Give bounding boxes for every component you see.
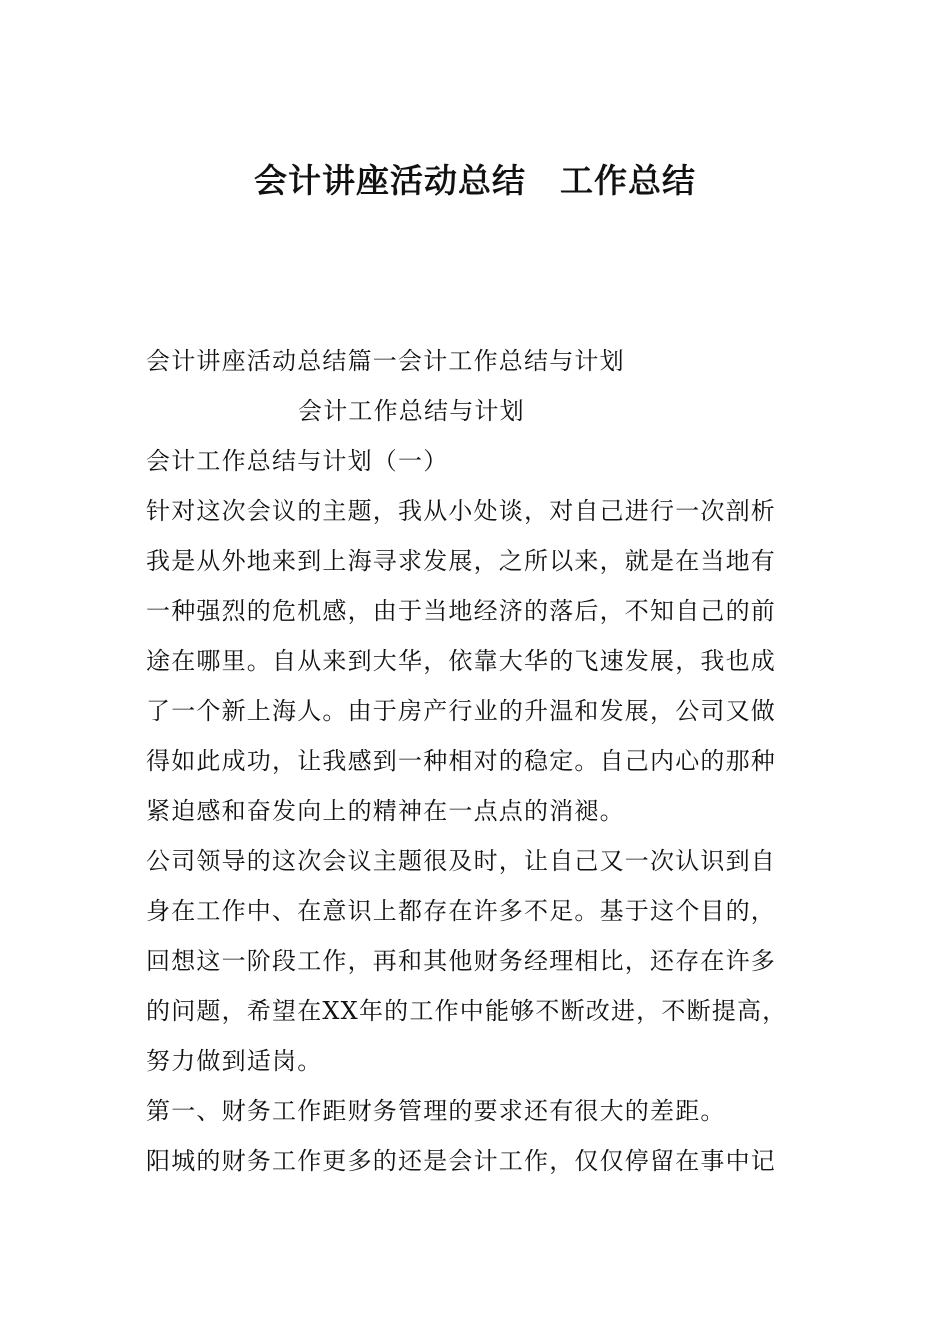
paragraph-2-line: 努力做到适岗。	[146, 1047, 323, 1075]
paragraph-1-line: 了一个新上海人。由于房产行业的升温和发展，公司又做	[146, 697, 776, 725]
paragraph-1-line: 我是从外地来到上海寻求发展，之所以来，就是在当地有	[146, 547, 776, 575]
paragraph-2-line: 的问题，希望在XX年的工作中能够不断改进，不断提高，	[146, 997, 788, 1025]
paragraph-2-line: 公司领导的这次会议主题很及时，让自己又一次认识到自	[146, 847, 776, 875]
paragraph-1-line: 得如此成功，让我感到一种相对的稳定。自己内心的那种	[146, 747, 776, 775]
paragraph-1-line: 紧迫感和奋发向上的精神在一点点的消褪。	[146, 797, 625, 825]
paragraph-1-line: 途在哪里。自从来到大华，依靠大华的飞速发展，我也成	[146, 647, 776, 675]
section-label: 会计工作总结与计划（一）	[146, 447, 449, 475]
paragraph-2-line: 身在工作中、在意识上都存在许多不足。基于这个目的，	[146, 897, 776, 925]
heading-line: 会计讲座活动总结篇一会计工作总结与计划	[146, 347, 625, 375]
paragraph-1-line: 一种强烈的危机感，由于当地经济的落后，不知自己的前	[146, 597, 776, 625]
page-title: 会计讲座活动总结 工作总结	[254, 161, 696, 200]
point-heading: 第一、财务工作距财务管理的要求还有很大的差距。	[146, 1097, 726, 1125]
paragraph-2-line: 回想这一阶段工作，再和其他财务经理相比，还存在许多	[146, 947, 776, 975]
subheading: 会计工作总结与计划	[298, 397, 525, 425]
document-body	[146, 336, 810, 1186]
paragraph-1-line: 针对这次会议的主题，我从小处谈，对自己进行一次剖析	[146, 497, 776, 525]
paragraph-3-line: 阳城的财务工作更多的还是会计工作，仅仅停留在事中记	[146, 1147, 776, 1175]
